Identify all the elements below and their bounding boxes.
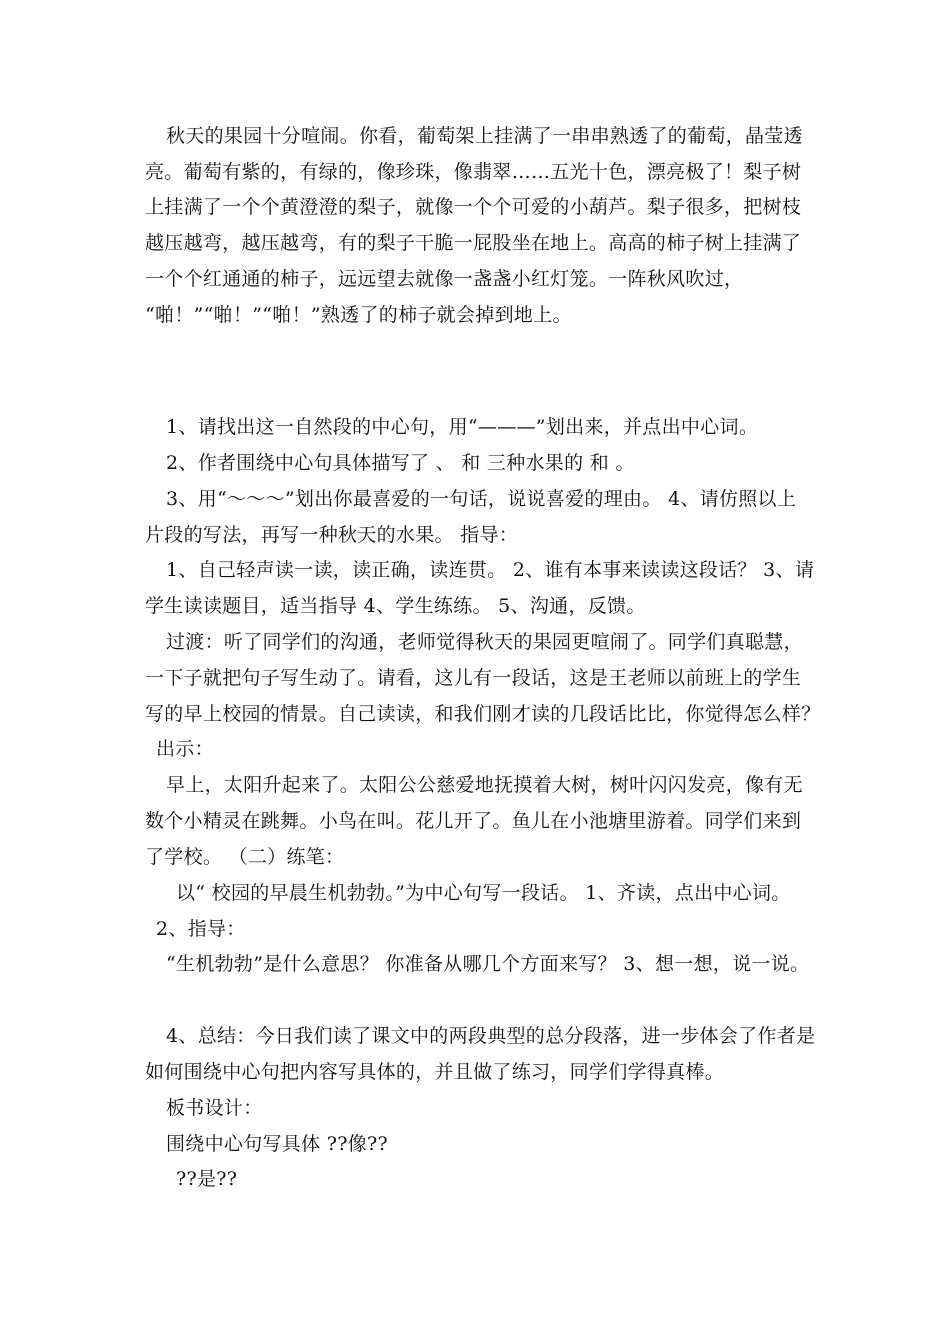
text-line: 一下子就把句子写生动了。请看，这儿有一段话，这是王老师以前班上的学生	[145, 667, 802, 689]
text-line: 过渡：听了同学们的沟通，老师觉得秋天的果园更喧闹了。同学们真聪慧，	[166, 631, 803, 653]
text-line: 上挂满了一个个黄澄澄的梨子，就像一个个可爱的小葫芦。梨子很多，把树枝	[145, 196, 802, 218]
text-line: “生机勃勃”是什么意思？ 你准备从哪几个方面来写？ 3、想一想，说一说。	[166, 953, 810, 975]
text-line: 写的早上校园的情景。自己读读，和我们刚才读的几段话比比，你觉得怎么样？	[145, 703, 821, 725]
text-line: “啪！”“啪！”“啪！”熟透了的柿子就会掉到地上。	[145, 304, 572, 326]
text-line: 4、总结：今日我们读了课文中的两段典型的总分段落，进一步体会了作者是	[166, 1025, 816, 1047]
text-line: 2、指导：	[156, 918, 246, 940]
text-line: 学生读读题目，适当指导 4、学生练练。 5、沟通，反馈。	[145, 595, 646, 617]
text-line: 一个个红通通的柿子，远远望去就像一盏盏小红灯笼。一阵秋风吹过，	[145, 268, 744, 290]
text-line: 出示：	[156, 738, 214, 760]
text-line: ??是??	[176, 1168, 238, 1190]
text-line: 以“ 校园的早晨生机勃勃。”为中心句写一段话。 1、齐读，点出中心词。	[176, 882, 791, 904]
text-line: 3、用“～～～”划出你最喜爱的一句话，说说喜爱的理由。 4、请仿照以上	[166, 488, 797, 510]
text-line: 数个小精灵在跳舞。小鸟在叫。花儿开了。鱼儿在小池塘里游着。同学们来到	[145, 810, 802, 832]
text-line: 片段的写法，再写一种秋天的水果。 指导：	[145, 524, 519, 546]
text-line: 如何围绕中心句把内容写具体的，并且做了练习，同学们学得真棒。	[145, 1061, 725, 1083]
text-line: 早上，太阳升起来了。太阳公公慈爱地抚摸着大树，树叶闪闪发亮，像有无	[166, 774, 803, 796]
text-line: 1、自己轻声读一读，读正确，读连贯。 2、谁有本事来读读这段话？ 3、请	[166, 559, 815, 581]
text-line: 越压越弯，越压越弯，有的梨子干脆一屁股坐在地上。高高的柿子树上挂满了	[145, 232, 802, 254]
text-line: 2、作者围绕中心句具体描写了 、 和 三种水果的 和 。	[166, 452, 635, 474]
text-line: 亮。葡萄有紫的，有绿的，像珍珠，像翡翠……五光十色，漂亮极了！梨子树	[145, 161, 802, 183]
text-line: 1、请找出这一自然段的中心句，用“———”划出来，并点出中心词。	[166, 416, 759, 438]
text-line: 板书设计：	[166, 1097, 263, 1119]
text-line: 了学校。 （二）练笔：	[145, 846, 345, 868]
text-line: 秋天的果园十分喧闹。你看，葡萄架上挂满了一串串熟透了的葡萄，晶莹透	[166, 125, 803, 147]
text-line: 围绕中心句写具体 ??像??	[166, 1133, 388, 1155]
